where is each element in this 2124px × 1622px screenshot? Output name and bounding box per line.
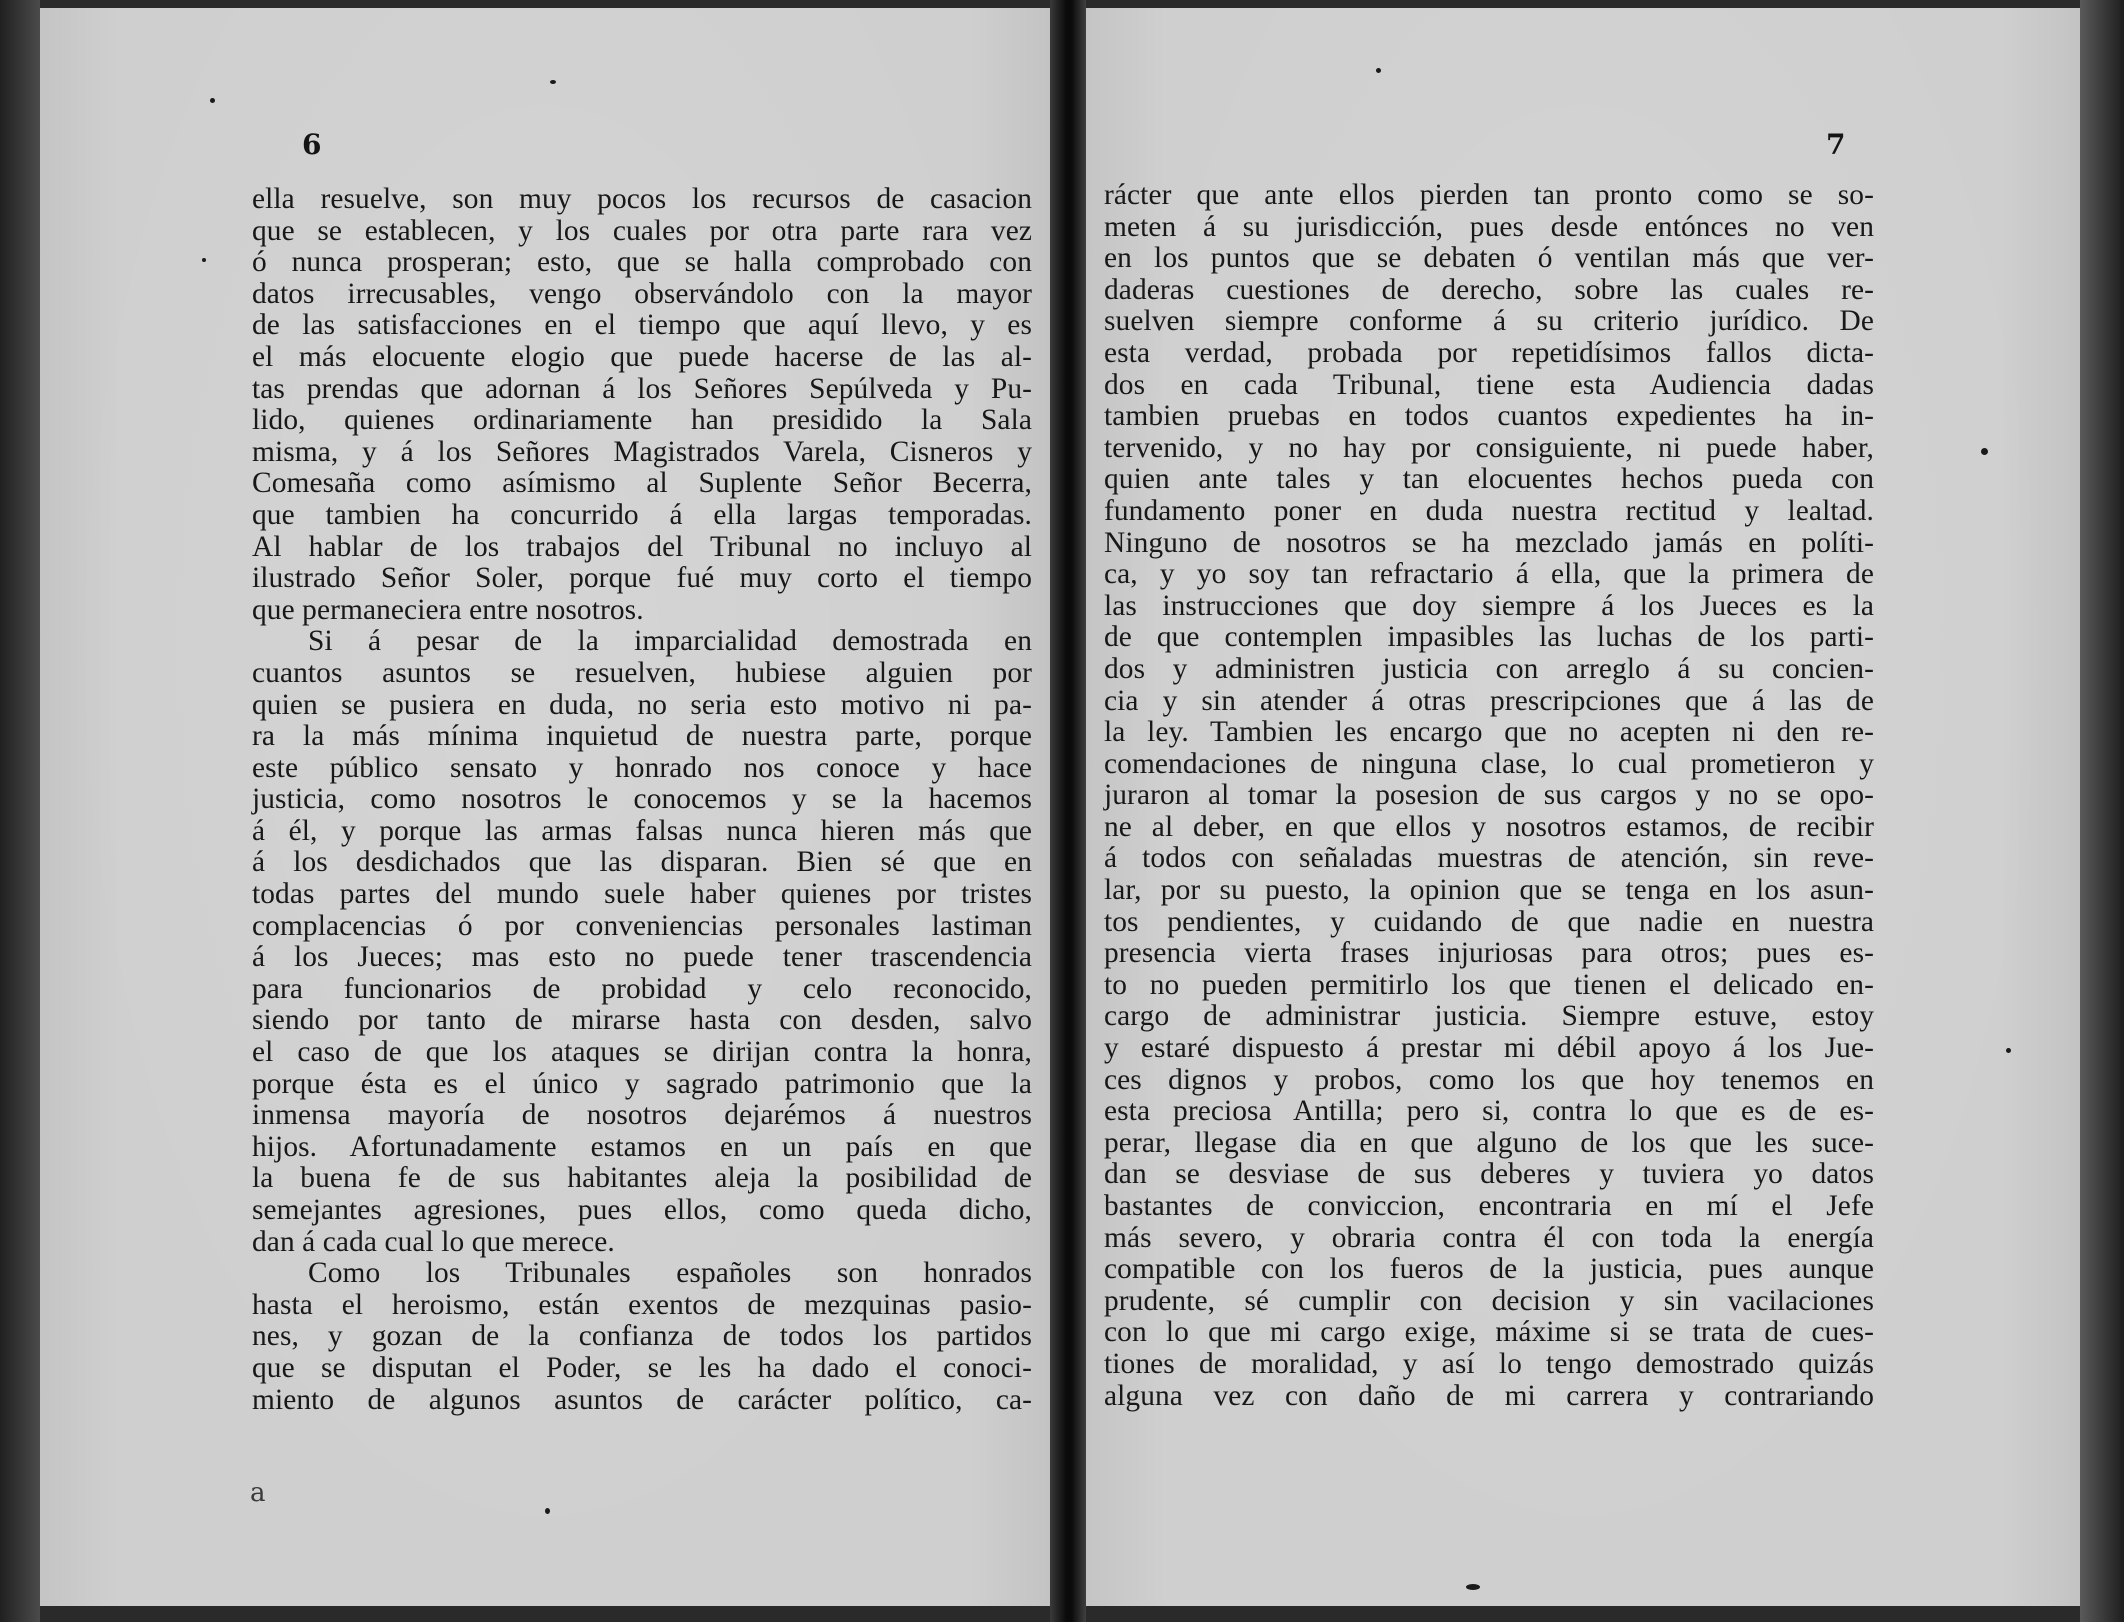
text-line: cuantos asuntos se resuelven, hubiese alguien por	[252, 656, 1032, 689]
text-line: la buena fe de sus habitantes aleja la posibilidad de	[252, 1162, 1032, 1195]
text-line: á los desdichados que las disparan. Bien sé que en	[252, 846, 1032, 879]
ink-speck	[1466, 1584, 1480, 1590]
text-line: á él, y porque las armas falsas nunca hieren más que	[252, 814, 1032, 847]
text-line: tiones de moralidad, y así lo tengo demostrado quizás	[1104, 1347, 1874, 1380]
ink-speck	[2006, 1048, 2011, 1053]
text-line: hijos. Afortunadamente estamos en un país en que	[252, 1130, 1032, 1163]
scan-left-edge	[0, 0, 40, 1622]
text-line: tambien pruebas en todos cuantos expedientes ha in-	[1104, 400, 1874, 433]
text-line: Al hablar de los trabajos del Tribunal no incluyo al	[252, 530, 1032, 563]
text-line: esta preciosa Antilla; pero si, contra lo que es de es-	[1104, 1095, 1874, 1128]
right-page-text	[1104, 180, 1874, 1412]
page-number: 6	[302, 128, 322, 161]
ink-speck	[550, 80, 556, 84]
text-line: ces dignos y probos, como los que hoy tenemos en	[1104, 1063, 1874, 1096]
text-line: las instrucciones que doy siempre á los Jueces es la	[1104, 589, 1874, 622]
text-line: Si á pesar de la imparcialidad demostrada en	[308, 625, 1032, 658]
text-line: ne al deber, en que ellos y nosotros estamos, de recibir	[1104, 810, 1874, 843]
text-line: dan á cada cual lo que merece.	[252, 1225, 615, 1258]
text-line: semejantes agresiones, pues ellos, como queda dicho,	[252, 1194, 1032, 1226]
text-line: ilustrado Señor Soler, porque fué muy corto el tiempo	[252, 562, 1032, 595]
footer-mark: a	[250, 1478, 266, 1508]
text-line: cia y sin atender á otras prescripciones que á las de	[1104, 684, 1874, 717]
text-line: dos y administren justicia con arreglo á su concien-	[1104, 652, 1874, 685]
text-line: nes, y gozan de la confianza de todos los partidos	[252, 1320, 1032, 1353]
right-page	[1086, 8, 2080, 1606]
text-line: más severo, y obraria contra él con toda la energía	[1104, 1221, 1874, 1254]
scan-right-edge	[2080, 0, 2124, 1622]
text-line: y estaré dispuesto á prestar mi débil apoyo á los Jue-	[1104, 1032, 1874, 1065]
text-line: meten á su jurisdicción, pues desde entónces no ven	[1104, 210, 1874, 243]
text-line: quien se pusiera en duda, no seria esto motivo ni pa-	[252, 688, 1032, 721]
text-line: quien ante tales y tan elocuentes hechos pueda con	[1104, 463, 1874, 496]
ink-speck	[1981, 448, 1988, 455]
text-line: esta verdad, probada por repetidísimos fallos dicta-	[1104, 336, 1874, 369]
text-line: miento de algunos asuntos de carácter político, ca-	[252, 1383, 1032, 1416]
text-line: de que contemplen impasibles las luchas de los parti-	[1104, 621, 1874, 654]
text-line: perar, llegase dia en que alguno de los que les suce-	[1104, 1126, 1874, 1159]
text-line: este público sensato y honrado nos conoce y hace	[252, 751, 1032, 784]
text-line: complacencias ó por conveniencias personales lastiman	[252, 909, 1032, 942]
text-line: Como los Tribunales españoles son honrados	[308, 1257, 1032, 1290]
text-line: con lo que mi cargo exige, máxime si se trata de cues-	[1104, 1316, 1874, 1349]
text-line: la ley. Tambien les encargo que no acepten ni den re-	[1104, 716, 1874, 749]
text-line: siendo por tanto de mirarse hasta con desden, salvo	[252, 1004, 1032, 1037]
text-line: to no pueden permitirlo los que tienen el delicado en-	[1104, 968, 1874, 1001]
text-line: para funcionarios de probidad y celo reconocido,	[252, 972, 1032, 1005]
text-line: datos irrecusables, vengo observándolo con la mayor	[252, 277, 1032, 310]
text-line: fundamento poner en duda nuestra rectitud y lealtad.	[1104, 494, 1874, 527]
text-line: Ninguno de nosotros se ha mezclado jamás en políti-	[1104, 526, 1874, 559]
text-line: á todos con señaladas muestras de atención, sin reve-	[1104, 842, 1874, 875]
text-line: comendaciones de ninguna clase, lo cual prometieron y	[1104, 747, 1874, 780]
text-line: ó nunca prosperan; esto, que se halla comprobado con	[252, 246, 1032, 279]
text-line: tervenido, y no hay por consiguiente, ni puede haber,	[1104, 431, 1874, 464]
text-line: que permaneciera entre nosotros.	[252, 593, 644, 626]
ink-speck	[202, 258, 206, 262]
ink-speck	[545, 1508, 550, 1514]
text-line: que tambien ha concurrido á ella largas temporadas.	[252, 498, 1032, 531]
text-line: porque ésta es el único y sagrado patrimonio que la	[252, 1067, 1032, 1100]
text-line: lido, quienes ordinariamente han presidido la Sala	[252, 404, 1032, 437]
ink-speck	[210, 98, 215, 103]
text-line: que se disputan el Poder, se les ha dado el conoci-	[252, 1351, 1032, 1384]
text-line: en los puntos que se debaten ó ventilan más que ver-	[1104, 242, 1874, 275]
text-line: cargo de administrar justicia. Siempre estuve, estoy	[1104, 1000, 1874, 1033]
text-line: hasta el heroismo, están exentos de mezquinas pasio-	[252, 1288, 1032, 1321]
text-line: rácter que ante ellos pierden tan pronto como se so-	[1104, 179, 1874, 211]
text-line: Comesaña como asímismo al Suplente Señor Becerra,	[252, 467, 1032, 500]
text-line: el más elocuente elogio que puede hacerse de las al-	[252, 340, 1032, 373]
text-line: suelven siempre conforme á su criterio jurídico. De	[1104, 305, 1874, 338]
text-line: inmensa mayoría de nosotros dejarémos á nuestros	[252, 1099, 1032, 1132]
text-line: daderas cuestiones de derecho, sobre las cuales re-	[1104, 273, 1874, 306]
text-line: ella resuelve, son muy pocos los recursos de casacion	[252, 183, 1032, 215]
text-line: todas partes del mundo suele haber quienes por tristes	[252, 878, 1032, 911]
text-line: ca, y yo soy tan refractario á ella, que la primera de	[1104, 558, 1874, 591]
text-line: misma, y á los Señores Magistrados Varela, Cisneros y	[252, 435, 1032, 468]
text-line: á los Jueces; mas esto no puede tener trascendencia	[252, 941, 1032, 974]
text-line: compatible con los fueros de la justicia, pues aunque	[1104, 1253, 1874, 1286]
left-page-text	[252, 184, 1032, 1416]
text-line: el caso de que los ataques se dirijan contra la honra,	[252, 1036, 1032, 1069]
page-number: 7	[1826, 128, 1846, 161]
text-line: alguna vez con daño de mi carrera y contrariando	[1104, 1379, 1874, 1412]
text-line: de las satisfacciones en el tiempo que aquí llevo, y es	[252, 309, 1032, 342]
text-line: dan se desviase de sus deberes y tuviera yo datos	[1104, 1158, 1874, 1191]
text-line: ra la más mínima inquietud de nuestra parte, porque	[252, 720, 1032, 753]
text-line: justicia, como nosotros le conocemos y se la hacemos	[252, 783, 1032, 816]
text-line: lar, por su puesto, la opinion que se tenga en los asun-	[1104, 874, 1874, 907]
text-line: tas prendas que adornan á los Señores Sepúlveda y Pu-	[252, 372, 1032, 405]
text-line: prudente, sé cumplir con decision y sin vacilaciones	[1104, 1284, 1874, 1317]
text-line: que se establecen, y los cuales por otra parte rara vez	[252, 214, 1032, 247]
text-line: tos pendientes, y cuidando de que nadie en nuestra	[1104, 905, 1874, 938]
text-line: dos en cada Tribunal, tiene esta Audiencia dadas	[1104, 368, 1874, 401]
text-line: bastantes de conviccion, encontraria en mí el Jefe	[1104, 1190, 1874, 1222]
text-line: presencia vierta frases injuriosas para otros; pues es-	[1104, 937, 1874, 970]
ink-speck	[1376, 68, 1381, 73]
text-line: juraron al tomar la posesion de sus cargos y no se opo-	[1104, 779, 1874, 812]
book-gutter	[1050, 0, 1086, 1622]
left-page	[40, 8, 1050, 1606]
